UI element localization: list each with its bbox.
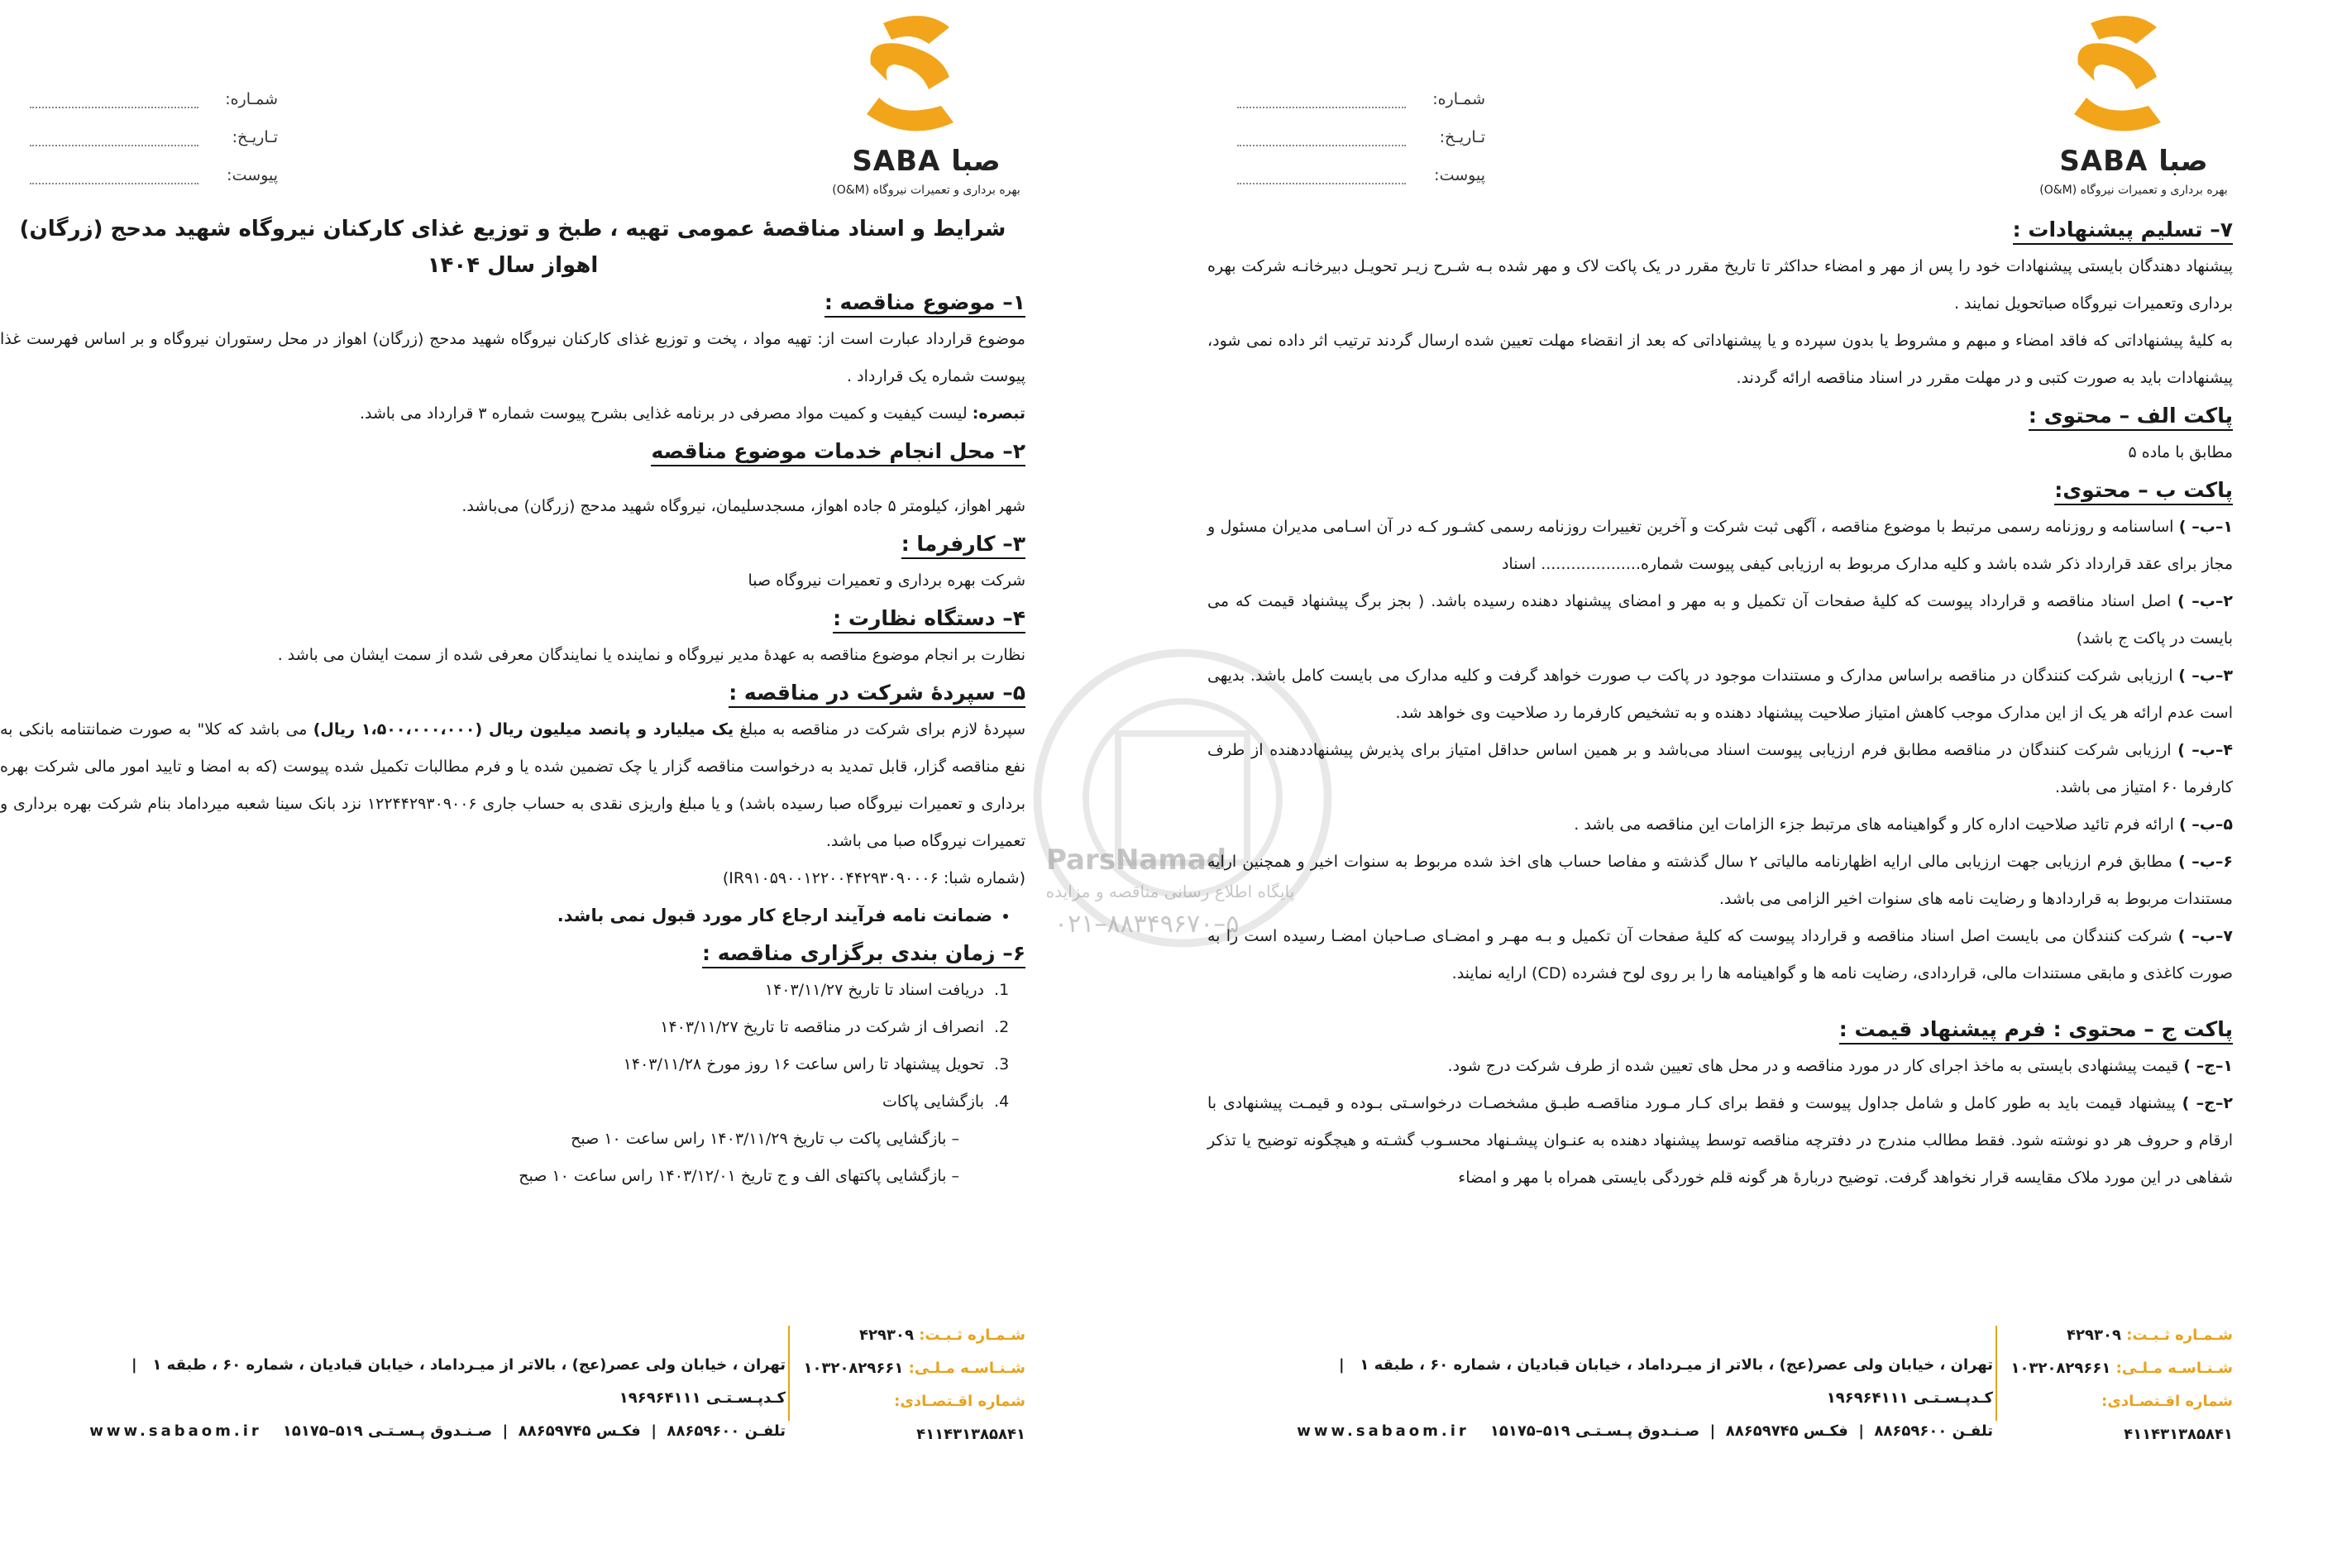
packet-je-item: ۱–ج– ) قیمت پیشنهادی بایستی به ماخذ اجرای کار در مورد مناقصه و در محل های تعیین شده از طرف شرکت درج شود.: [1447, 1057, 2233, 1075]
watermark-tagline: پایگاه اطلاع رسانی مناقصه و مزایده: [1045, 882, 1295, 901]
meta-number: شمـاره:: [30, 70, 278, 108]
website-link[interactable]: www.sabaom.ir: [89, 1422, 262, 1440]
meta-attachment: پیوست:: [30, 146, 278, 184]
packet-be-item: ۳–ب– ) ارزیابی شرکت کنندگان در مناقصه براساس مدارک و مستندات موجود در پاکت ب صورت خواهد گرفت و کلیه مدارک می بایست کامل باشد. بدیهی است عدم ارائه هر یک از این مدارک موجب کاهش امتیاز صلاحیت پیشنهاد دهنده و به تشخیص کارفرما رد صلاحیت وی خواهد شد.: [1207, 667, 2233, 722]
packet-be-item: ۴–ب– ) ارزیابی شرکت کنندگان در مناقصه مطابق فرم ارزیابی پیوست اسناد می‌باشد و بر همین اساس حداقل امتیاز برای پذیرش پیشنهاددهنده از طرف کارفرما ۶۰ امتیاز می باشد.: [1207, 741, 2233, 796]
opening-item: – بازگشایی پاکتهای الف و ج تاریخ ۱۴۰۳/۱۲/۰۱ راس ساعت ۱۰ صبح: [0, 1158, 959, 1195]
meta-date: تـاریـخ:: [1237, 108, 1485, 146]
meta-number: شمـاره:: [1237, 70, 1485, 108]
section-5-heading: ۵– سپردهٔ شرکت در مناقصه :: [0, 674, 1025, 711]
footer-contact: تهران ، خیابان ولی عصر(عج) ، بالاتر از میـرداماد ، خیابان قبادیان ، شماره ۶۰ ، طبقه ۱ | کـدپـسـتـی ۱۹۶۹۶۴۱۱۱ تلفـن ۸۸۶۵۹۶۰۰ | فکـس ۸۸۶۵۹۷۴۵ | صـنـدوق پـسـتـی ۵۱۹–۱۵۱۷۵ www.sabaom.ir: [1297, 1356, 1993, 1440]
meta-date: تـاریـخ:: [30, 108, 278, 146]
opening-list: [0, 1121, 1025, 1195]
packet-je-heading: پاکت ج – محتوی : فرم پیشنهاد قیمت :: [1207, 1011, 2233, 1048]
meta-attachment: پیوست:: [1237, 146, 1485, 184]
section-4-heading: ۴– دستگاه نظارت :: [0, 600, 1025, 637]
section-1-note: تبصره: لیست کیفیت و کمیت مواد مصرفی در برنامه غذایی بشرح پیوست شماره ۳ قرارداد می باشد.: [359, 404, 1025, 423]
section-7-text-1: پیشنهاد دهندگان بایستی پیشنهادات خود را پس از مهر و امضاء حداکثر تا تاریخ مقرر در یک پاکت لاک و مهر شده بـه شـرح زیـر تحویـل دبیرخانـه شرکت بهره برداری وتعمیرات نیروگاه صباتحویل نمایند .: [1207, 257, 2233, 313]
section-2-text: شهر اهواز، کیلومتر ۵ جاده اهواز، مسجدسلیمان، نیروگاه شهید مدحج (زرگان) می‌باشد.: [461, 497, 1025, 515]
footer-ids: شـمـاره ثـبـت: ۴۲۹۳۰۹ شـنـاسـه مـلـی: ۱۰۳۲۰۸۲۹۶۶۱ شماره اقـتصـادی: ۴۱۱۴۳۱۳۸۵۸۴۱: [803, 1327, 1025, 1443]
section-2-heading: ۲– محل انجام خدمات موضوع مناقصه: [0, 433, 1025, 470]
section-6-heading: ۶– زمان بندی برگزاری مناقصه :: [0, 935, 1025, 972]
brand-name: SABA صبا: [852, 145, 1001, 178]
footer-contact: تهران ، خیابان ولی عصر(عج) ، بالاتر از میـرداماد ، خیابان قبادیان ، شماره ۶۰ ، طبقه ۱ | کـدپـسـتـی ۱۹۶۹۶۴۱۱۱ تلفـن ۸۸۶۵۹۶۰۰ | فکـس ۸۸۶۵۹۷۴۵ | صـنـدوق پـسـتـی ۵۱۹–۱۵۱۷۵ www.sabaom.ir: [89, 1356, 786, 1440]
meta-fields: [30, 70, 278, 184]
schedule-item: 4. بازگشایی پاکات: [0, 1083, 989, 1121]
website-link[interactable]: www.sabaom.ir: [1297, 1422, 1470, 1440]
section-3-text: شرکت بهره برداری و تعمیرات نیروگاه صبا: [748, 571, 1025, 590]
document-title: شرایط و اسناد مناقصهٔ عمومی تهیه ، طبخ و توزیع غذای کارکنان نیروگاه شهید مدحج (زرگان) اهواز سال ۱۴۰۴: [19, 217, 1006, 278]
packet-je-item: ۲–ج– ) پیشنهاد قیمت باید به طور کامل و شامل جداول پیوست و فقط برای کـار مـورد مناقصـه طبـق مشخصـات درخواسـتی بـوده و قیمـت پیشنهادی با ارقام و حروف هر دو نوشته شود. فقط مطالب مندرج در دفترچه مناقصه توسط پیشنهاد دهنده به عنـوان پیشـنهاد محسـوب گشـته و هیچگونه توضیح یا تذکر شفاهی در این مورد ملاک مقایسه قرار نخواهد گرفت. توضیح دربارهٔ هر گونه قلم خوردگی بایستی همراه با مهر و امضاء: [1207, 1094, 2233, 1187]
schedule-item: 3. تحویل پیشنهاد تا راس ساعت ۱۶ روز مورخ ۱۴۰۳/۱۱/۲۸: [0, 1046, 989, 1083]
packet-alef-text: مطابق با ماده ۵: [2128, 443, 2233, 461]
saba-logo-icon: [2058, 7, 2190, 147]
document-page-right: [1207, 0, 2233, 1568]
brand-subtitle: بهره برداری و تعمیرات نیروگاه (O&M): [2039, 184, 2228, 197]
schedule-item: 1. دریافت اسناد تا تاریخ ۱۴۰۳/۱۱/۲۷: [0, 972, 989, 1009]
watermark-phone: ۰۲۱–۸۸۳۴۹۶۷۰–۵: [1054, 910, 1240, 939]
page-footer: [1207, 1319, 2233, 1443]
schedule-item: 2. انصراف از شرکت در مناقصه تا تاریخ ۱۴۰۳/۱۱/۲۷: [0, 1009, 989, 1046]
meta-fields: [1237, 70, 1485, 184]
page-footer: [0, 1319, 1025, 1443]
brand-name: SABA صبا: [2059, 145, 2208, 178]
opening-item: – بازگشایی پاکت ب تاریخ ۱۴۰۳/۱۱/۲۹ راس ساعت ۱۰ صبح: [0, 1121, 959, 1158]
right-content: [1207, 211, 2233, 1197]
section-4-text: نظارت بر انجام موضوع مناقصه به عهدهٔ مدیر نیروگاه و نماینده یا نمایندگان معرفی شده از سمت ایشان می باشد .: [277, 646, 1025, 664]
company-logo: [2034, 0, 2233, 207]
packet-be-item: ۲–ب– ) اصل اسناد مناقصه و قرارداد پیوست که کلیهٔ صفحات آن تکمیل و به مهر و امضای پیشنهاد دهنده رسیده باشد. ( بجز برگ پیشنهاد قیمت که می بایست در پاکت ج باشد): [1207, 592, 2233, 648]
brand-subtitle: بهره برداری و تعمیرات نیروگاه (O&M): [832, 184, 1020, 197]
section-5-sheba: (شماره شبا: IR۹۱۰۵۹۰۰۱۲۲۰۰۴۴۲۹۳۰۹۰۰۰۶): [722, 869, 1025, 887]
section-1-text: موضوع قرارداد عبارت است از: تهیه مواد ، پخت و توزیع غذای کارکنان نیروگاه شهید مدحج (زرگان) اهواز در محل رستوران نیروگاه و بر اساس فهرست غذا پیوست شماره یک قرارداد .: [0, 330, 1025, 385]
saba-logo-icon: [850, 7, 982, 147]
packet-be-item: ۱–ب– ) اساسنامه و روزنامه رسمی مرتبط با موضوع مناقصه ، آگهی ثبت شرکت و آخرین تغییرات روزنامه رسمی کشـور کـه در آن اسـامی مدیران مسئول و مجاز برای عقد قرارداد ذکر شده باشد و کلیه مدارک مربوط به ارزیابی کیفی پیوست شماره.................... اسناد: [1207, 518, 2233, 573]
company-logo: [827, 0, 1025, 207]
section-5-text: سپردهٔ لازم برای شرکت در مناقصه به مبلغ یک میلیارد و پانصد میلیون ریال (۱،۵۰۰،۰۰۰،۰۰۰ ریال) می باشد که کلا" به صورت ضمانتنامه بانکی به نفع مناقصه گزار، قابل تمدید به درخواست مناقصه گزار یا چک تضمین شده یا و فرم مطالبات تکمیل شده پیوست (که به امضا و تایید امور مالی شرکت بهره برداری و تعمیرات نیروگاه صبا رسیده باشد) و یا مبلغ واریزی نقدی به حساب جاری ۱۲۲۴۴۲۹۳۰۹۰۰۶ نزد بانک سینا شعبه میرداماد بنام شرکت بهره برداری و تعمیرات نیروگاه صبا می باشد.: [0, 720, 1026, 850]
left-content: [0, 211, 1025, 1195]
section-3-heading: ۳– کارفرما :: [0, 525, 1025, 562]
packet-be-item: ۷–ب– ) شرکت کنندگان می بایست اصل اسناد مناقصه و قرارداد پیوست که کلیهٔ صفحات آن تکمیل و بـه مهـر و امضـای صـاحبان امضـا رسیده است را به صورت کاغذی و مابقی مستندات مالی، قراردادی، رضایت نامه ها و گواهینامه ها را بر روی لوح فشرده (CD) ارایه نمایند.: [1207, 927, 2233, 982]
packet-be-heading: پاکت ب – محتوی:: [1207, 471, 2233, 509]
section-7-text-2: به کلیهٔ پیشنهاداتی که فاقد امضاء و مبهم و مشروط یا بدون سپرده و یا پیشنهاداتی که بعد از انقضاء مهلت تعیین شده ارسال گردند ترتیب اثر داده نمی شود، پیشنهادات باید به صورت کتبی و در مهلت مقرر در اسناد مناقصه ارائه گردند.: [1207, 332, 2233, 387]
section-1-heading: ۱– موضوع مناقصه :: [0, 284, 1025, 321]
packet-be-item: ۶–ب– ) مطابق فرم ارزیابی جهت ارزیابی مالی ارایه اظهارنامه مالیاتی ۲ سال گذشته و مفاصا حساب های اخذ شده مربوط به سنوات اخیر و همچنین ارایه مستندات مربوط به قراردادها و رضایت نامه های سنوات اخیر الزامی می باشد.: [1207, 853, 2233, 908]
footer-ids: شـمـاره ثـبـت: ۴۲۹۳۰۹ شـنـاسـه مـلـی: ۱۰۳۲۰۸۲۹۶۶۱ شماره اقـتصـادی: ۴۱۱۴۳۱۳۸۵۸۴۱: [2010, 1327, 2233, 1443]
document-page-left: [0, 0, 1025, 1568]
packet-alef-heading: پاکت الف – محتوی :: [1207, 397, 2233, 434]
packet-be-item: ۵–ب– ) ارائه فرم تائید صلاحیت اداره کار و گواهینامه های مرتبط جزء الزامات این مناقصه می باشد .: [1574, 815, 2233, 834]
watermark-name: ParsNamad: [1046, 844, 1227, 877]
section-5-bullet: • ضمانت نامه فرآیند ارجاع کار مورد قبول نمی باشد.: [0, 897, 992, 935]
section-7-heading: ۷– تسلیم پیشنهادات :: [1207, 211, 2233, 248]
schedule-list: [0, 972, 1025, 1121]
